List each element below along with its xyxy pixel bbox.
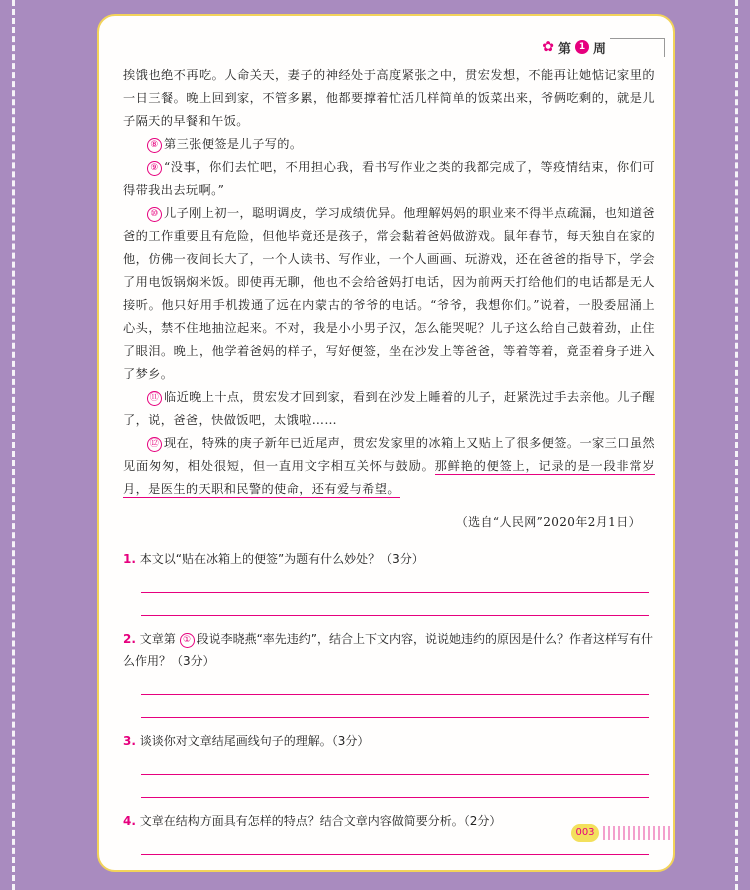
header-rule — [610, 38, 665, 57]
paragraph: ⑨ “没事，你们去忙吧，不用担心我，看书写作业之类的我都完成了，等疫情结束，你们可得带我出去玩啊。” — [123, 160, 655, 197]
worksheet-page — [97, 14, 675, 872]
answer-line[interactable] — [141, 593, 649, 616]
week-number: 1 — [575, 40, 589, 54]
answer-line[interactable] — [141, 570, 649, 593]
answer-line[interactable] — [141, 775, 649, 798]
underlined-sentence: 那鲜艳的便签上，记录的是一段非常岁月，是医生的天职和民警的使命，还有爱与希望。 — [123, 459, 655, 496]
right-stitch-border — [735, 0, 738, 890]
question-number: 3. — [123, 734, 136, 748]
paragraph-number: ⑫ — [147, 437, 162, 452]
paragraph-number: ⑨ — [147, 161, 162, 176]
question-1 — [123, 548, 655, 616]
answer-line[interactable] — [141, 695, 649, 718]
question-2: 2. 文章第 ① 段说李晓燕“率先违约”，结合上下文内容，说说她违约的原因是什么？作者这样写有什么作用？（3分） — [123, 628, 655, 718]
paragraph: ⑫ 现在，特殊的庚子新年已近尾声，贯宏发家里的冰箱上又贴上了很多便签。一家三口虽然见面匆匆，相处很短，但一直用文字相互关怀与鼓励。那鲜艳的便签上，记录的是一段非常岁月，是医生的天职和民警的使命，还有爱与希望。 — [123, 436, 655, 496]
source-citation: （选自“人民网”2020年2月1日） — [455, 515, 641, 529]
week-suffix: 周 — [592, 41, 606, 57]
paragraph-number: ⑧ — [147, 138, 162, 153]
answer-line[interactable] — [141, 752, 649, 775]
left-stitch-border — [12, 0, 15, 890]
week-header — [542, 36, 665, 58]
question-text: 谈谈你对文章结尾画线句子的理解。（3分） — [139, 734, 370, 748]
question-text: 文章在结构方面具有怎样的特点？结合文章内容做简要分析。（2分） — [139, 814, 502, 828]
answer-line[interactable] — [141, 855, 649, 872]
question-number: 4. — [123, 814, 136, 828]
paragraph-ref: ① — [180, 633, 195, 648]
page-footer — [571, 824, 673, 842]
paragraph: ⑩ 儿子刚上初一，聪明调皮，学习成绩优异。他理解妈妈的职业来不得半点疏漏，也知道爸爸的工作重要且有危险，但他毕竟还是孩子，常会黏着爸妈做游戏。鼠年春节，每天独自在家的他，仿佛一夜间长大了，一个人读书、写作业，一个人画画、玩游戏，还在爸爸的指导下，学会了用电饭锅焖米饭。即使再无聊，他也不会给爸妈打电话，因为前两天打给他们的电话都是无人接听。他只好用手机拨通了远在内蒙古的爷爷的电话。“爷爷，我想你们。”说着，一股委屈涌上心头，禁不住地抽泣起来。不对，我是小小男子汉，怎么能哭呢？儿子这么给自己鼓着劲，止住了眼泪。晚上，他学着爸妈的样子，写好便签，坐在沙发上等爸爸，等着等着，竟歪着身子进入了梦乡。 — [123, 206, 655, 381]
question-3 — [123, 730, 655, 798]
question-number: 2. — [123, 632, 136, 646]
question-number: 1. — [123, 552, 136, 566]
week-prefix: 第 — [557, 41, 571, 57]
paragraph: ⑧ 第三张便签是儿子写的。 — [123, 133, 655, 156]
paragraph: ⑪ 临近晚上十点，贯宏发才回到家，看到在沙发上睡着的儿子，赶紧洗过手去亲他。儿子醒了，说，爸爸，快做饭吧，太饿啦…… — [123, 390, 655, 427]
question-text: 本文以“贴在冰箱上的便签”为题有什么妙处？（3分） — [139, 552, 424, 566]
paragraph-number: ⑩ — [147, 207, 162, 222]
decorative-stripes — [603, 826, 673, 840]
flower-icon: ✿ — [542, 39, 554, 55]
answer-line[interactable] — [141, 672, 649, 695]
article-body — [123, 64, 655, 872]
paragraph-number: ⑪ — [147, 391, 162, 406]
page-number: 003 — [571, 824, 599, 842]
paragraph: 挨饿也绝不再吃。人命关天，妻子的神经处于高度紧张之中，贯宏发想，不能再让她惦记家里的一日三餐。晚上回到家，不管多累，他都要撑着忙活几样简单的饭菜出来，爷俩吃剩的，就是儿子隔天的早餐和午饭。 — [123, 68, 655, 128]
